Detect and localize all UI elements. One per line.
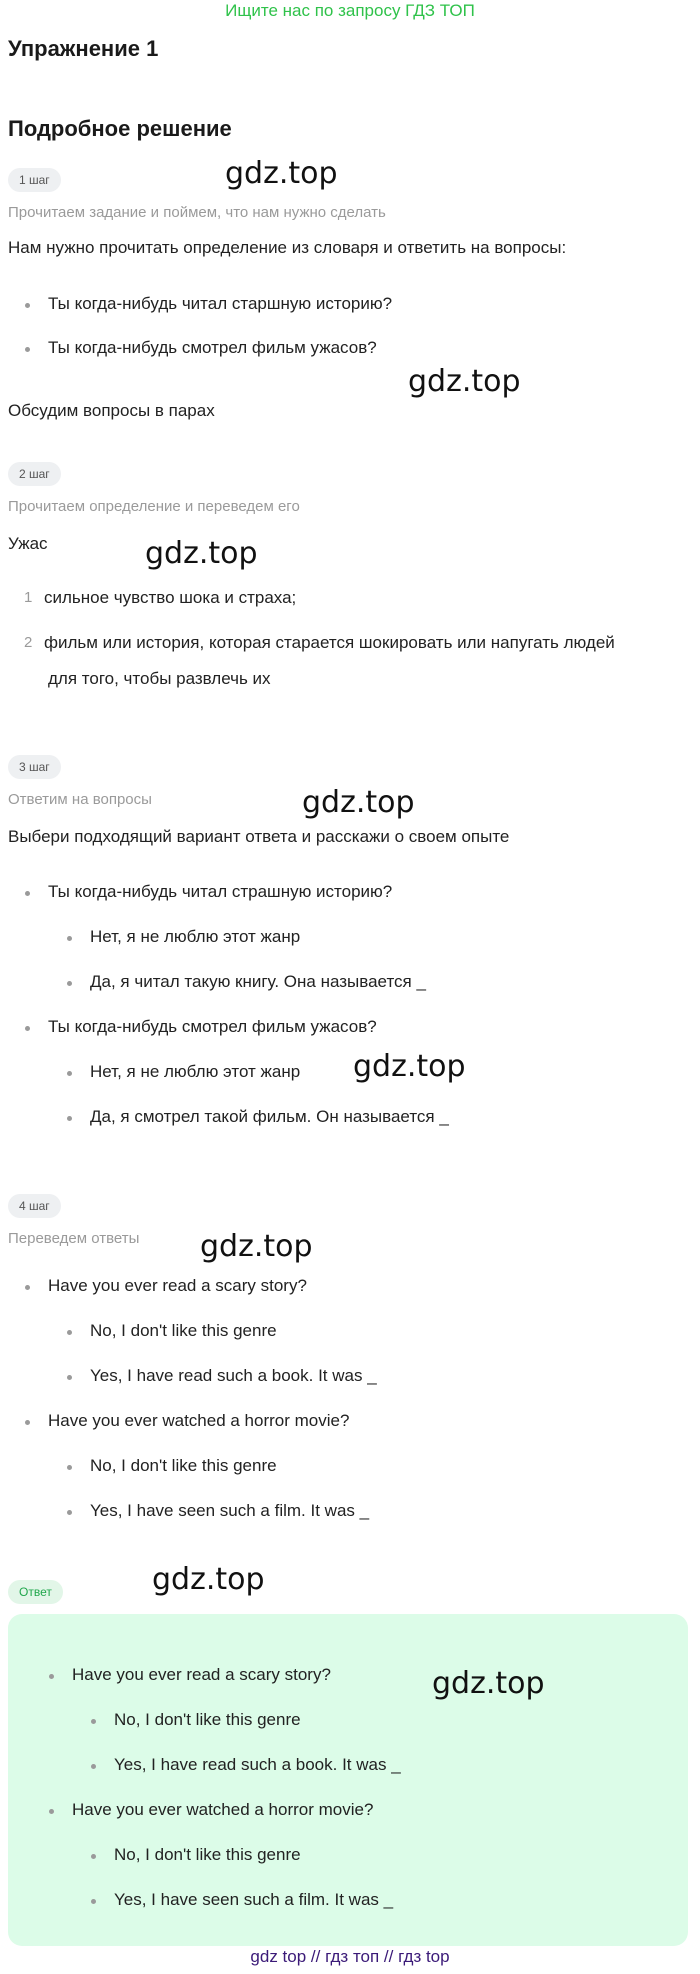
answer-badge-label: Ответ — [8, 1580, 63, 1604]
sub-list-item: Нет, я не люблю этот жанр — [90, 1062, 301, 1081]
answer-list-item: Have you ever watched a horror movie? — [72, 1800, 374, 1819]
watermark: gdz.top — [152, 1562, 265, 1597]
watermark: gdz.top — [408, 364, 521, 399]
definition-line: фильм или история, которая старается шокировать или напугать людей — [44, 633, 615, 652]
watermark: gdz.top — [200, 1229, 313, 1264]
answer-sub-list-item: No, I don't like this genre — [114, 1710, 301, 1729]
answer-badge — [8, 1580, 63, 1604]
step-2-caption: Прочитаем определение и переведем его — [8, 498, 300, 515]
list-item: Ты когда-нибудь смотрел фильм ужасов? — [48, 1017, 377, 1036]
step-2-badge — [8, 462, 61, 486]
list-item: Have you ever watched a horror movie? — [48, 1411, 350, 1430]
answer-sub-list-item: Yes, I have seen such a film. It was _ — [114, 1890, 394, 1909]
list-item: Ты когда-нибудь читал страшную историю? — [48, 882, 393, 901]
list-number: 1 — [24, 589, 33, 606]
step-badge-label: 2 шаг — [8, 462, 61, 486]
definition-term: Ужас — [8, 534, 48, 553]
sub-list-item: Да, я читал такую книгу. Она называется _ — [90, 972, 426, 991]
section-title: Подробное решение — [8, 116, 232, 141]
step-4-badge — [8, 1194, 61, 1218]
watermark: gdz.top — [145, 536, 258, 571]
sub-list-item: No, I don't like this genre — [90, 1321, 277, 1340]
step-4-caption: Переведем ответы — [8, 1230, 140, 1247]
step-3-text: Выбери подходящий вариант ответа и расскажи о своем опыте — [8, 827, 510, 846]
sub-list-item: Yes, I have read such a book. It was _ — [90, 1366, 377, 1385]
watermark: gdz.top — [353, 1049, 466, 1084]
watermark: gdz.top — [225, 156, 338, 191]
list-item: Have you ever read a scary story? — [48, 1276, 307, 1295]
list-item: Ты когда-нибудь смотрел фильм ужасов? — [48, 338, 377, 357]
step-3-caption: Ответим на вопросы — [8, 791, 152, 808]
step-1-caption: Прочитаем задание и поймем, что нам нужно сделать — [8, 204, 386, 221]
answer-sub-list-item: Yes, I have read such a book. It was _ — [114, 1755, 401, 1774]
step-3-badge — [8, 755, 61, 779]
sub-list-item: Нет, я не люблю этот жанр — [90, 927, 301, 946]
list-item: Ты когда-нибудь читал старшную историю? — [48, 294, 393, 313]
footer-links: gdz top // гдз топ // гдз top — [250, 1947, 450, 1966]
search-banner: Ищите нас по запросу ГДЗ ТОП — [225, 1, 475, 20]
step-badge-label: 3 шаг — [8, 755, 61, 779]
definition-line: сильное чувство шока и страха; — [44, 588, 297, 607]
step-badge-label: 4 шаг — [8, 1194, 61, 1218]
step-1-text: Нам нужно прочитать определение из словаря и ответить на вопросы: — [8, 238, 567, 257]
step-1-badge — [8, 168, 61, 192]
step-1-after-text: Обсудим вопросы в парах — [8, 401, 215, 420]
sub-list-item: Yes, I have seen such a film. It was _ — [90, 1501, 370, 1520]
step-badge-label: 1 шаг — [8, 168, 61, 192]
page-title: Упражнение 1 — [8, 36, 159, 61]
answer-list-item: Have you ever read a scary story? — [72, 1665, 331, 1684]
watermark: gdz.top — [302, 785, 415, 820]
definition-line-continued: для того, чтобы развлечь их — [48, 669, 271, 688]
answer-sub-list-item: No, I don't like this genre — [114, 1845, 301, 1864]
watermark: gdz.top — [432, 1666, 545, 1701]
sub-list-item: Да, я смотрел такой фильм. Он называется _ — [90, 1107, 449, 1126]
sub-list-item: No, I don't like this genre — [90, 1456, 277, 1475]
list-number: 2 — [24, 634, 33, 651]
